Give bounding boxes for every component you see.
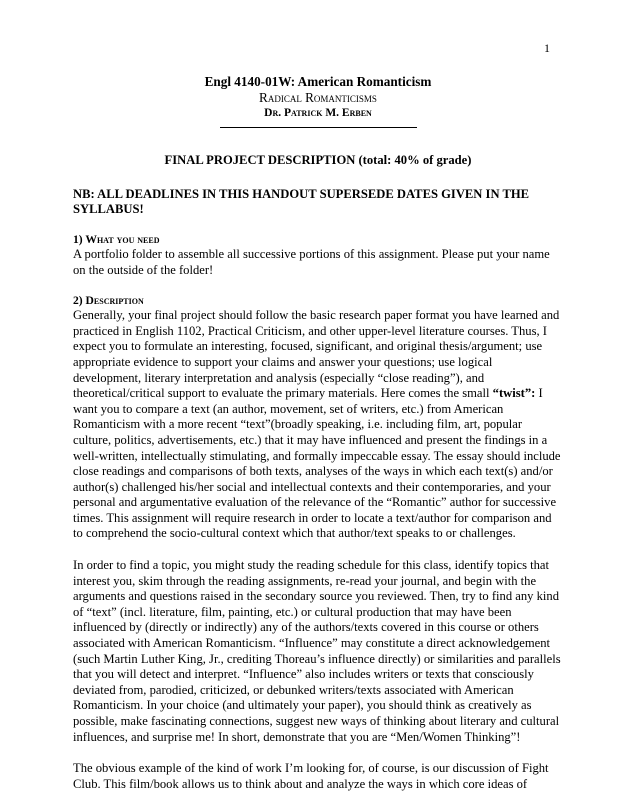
twist-emphasis: “twist”: bbox=[492, 386, 536, 401]
description-paragraph-2: In order to find a topic, you might study the reading schedule for this class, identify topics that interest you, skim through the reading assignments, re-read your journal, and begin with the arguments and questions raised in the secondary source you reviewed. Then, try to find any kind of “text” (incl. literature, film, painting, etc.) or cultural production that may have been influenced by (directly or indirectly) any of the authors/texts covered in this course or others associated with American Romanticism. “Influence” may constitute a direct acknowledgement (such Martin Luther King, Jr., crediting Thoreau’s influence directly) or similarities and parallels that you will detect and interpret. “Influence” also includes writers or texts that consciously deviated from, parodied, criticized, or debunked writers/texts associated with American Romanticism. In your choice (and ultimately your paper), you should think as creatively as possible, make fascinating connections, suggest new ways of thinking about literary and cultural influences, and surprise me! In short, demonstrate that you are “Men/Women Thinking”! bbox=[73, 558, 561, 744]
course-subtitle: Radical Romanticisms bbox=[259, 90, 377, 105]
description-paragraph-1 bbox=[73, 308, 563, 542]
section-heading-description: 2) Description bbox=[73, 293, 144, 307]
description-paragraph-1-part-b: I want you to compare a text (an author, movement, set of writers, etc.) from American Romanticism with a more recent “text”(broadly speaking, i.e. including film, art, popular culture, politics, advertisements, etc.) that it may have influenced and present the findings in a well-written, intellectually stimulating, and formally impeccable essay. The essay should include close readings and comparisons of both texts, analyses of the ways in which each text(s) and/or author(s) challenged his/her social and intellectual contexts and their contemporaries, and your personal and argumentative evaluation of the relevance of the “Romantic” author for successive times. This assignment will require research in order to locate a text/author for comparison and to comprehend the socio-cultural context which that author/text speaks to or challenges. bbox=[73, 386, 561, 541]
instructor-name: Dr. Patrick M. Erben bbox=[264, 107, 372, 119]
course-title: Engl 4140-01W: American Romanticism bbox=[204, 74, 432, 89]
title-divider bbox=[220, 121, 417, 128]
description-paragraph-1-part-a: Generally, your final project should follow the basic research paper format you have learned and practiced in English 1102, Practical Criticism, and other upper-level literature courses. Thus, I expect you to formulate an interesting, focused, significant, and original thesis/argument; use appropriate evidence to support your claims and answer your questions; use logical development, literary interpretation and analysis (especially “close reading”), and theoretical/critical support to evaluate the primary materials. Here comes the small bbox=[73, 308, 560, 401]
page-number: 1 bbox=[544, 41, 550, 55]
section-body-what-you-need: A portfolio folder to assemble all successive portions of this assignment. Please put your name on the outside of the folder! bbox=[73, 247, 550, 277]
deadline-notice: NB: ALL DEADLINES IN THIS HANDOUT SUPERSEDE DATES GIVEN IN THE SYLLABUS! bbox=[73, 186, 530, 217]
description-paragraph-3: The obvious example of the kind of work I’m looking for, of course, is our discussion of Fight Club. This film/book allows us to think about and analyze the ways in which core ideas of bbox=[73, 761, 549, 791]
project-title: FINAL PROJECT DESCRIPTION (total: 40% of grade) bbox=[164, 153, 472, 167]
section-heading-what-you-need: 1) What you need bbox=[73, 232, 160, 246]
document-body bbox=[73, 68, 563, 792]
